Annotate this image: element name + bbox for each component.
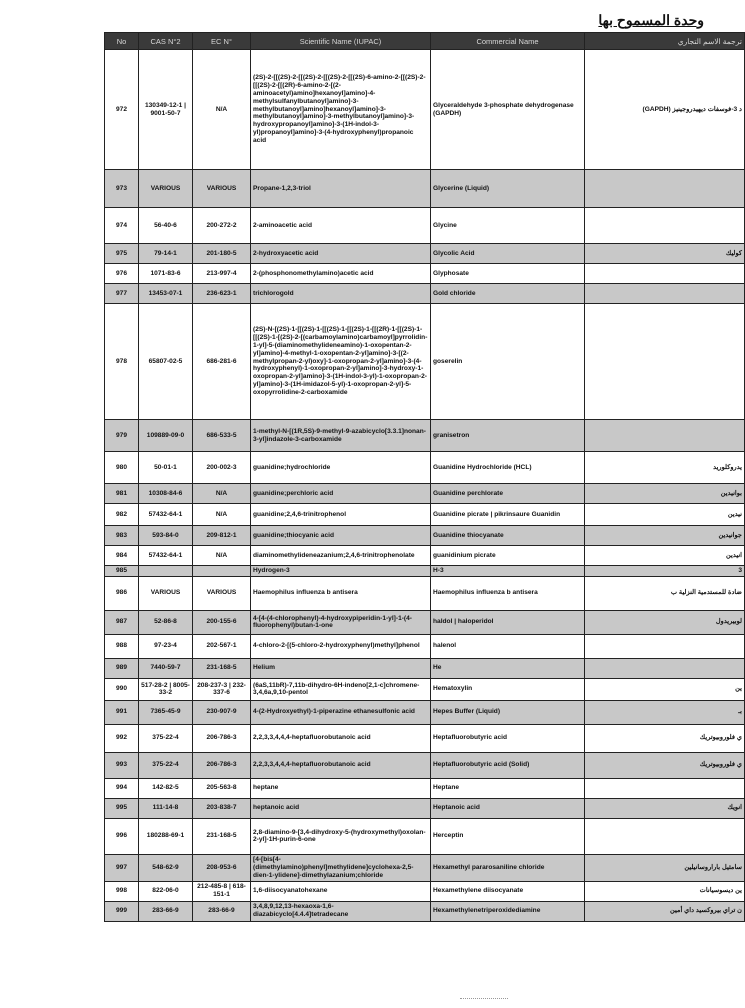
cell-iupac: 4-chloro-2-[(5-chloro-2-hydroxyphenyl)methyl]phenol [251,634,431,658]
cell-ec: 200-272-2 [193,208,251,244]
cell-arabic [585,208,745,244]
cell-iupac: heptanoic acid [251,798,431,818]
cell-arabic: نيدين [585,504,745,526]
cell-cas: 13453-07-1 [139,284,193,304]
cell-ec: 236-623-1 [193,284,251,304]
cell-no: 980 [105,452,139,484]
table-row [105,658,745,678]
cell-iupac: Haemophilus influenza b antisera [251,576,431,610]
cell-iupac: (6aS,11bR)-7,11b-dihydro-6H-indeno[2,1-c]chromene-3,4,6a,9,10-pentol [251,678,431,700]
table-row [105,634,745,658]
table-row [105,778,745,798]
cell-cas: 130349-12-1 | 9001-50-7 [139,50,193,170]
table-row [105,208,745,244]
header-cas: CAS N°2 [139,33,193,50]
cell-arabic [585,420,745,452]
cell-commercial: Glycine [431,208,585,244]
cell-no: 974 [105,208,139,244]
cell-iupac: Hydrogen-3 [251,566,431,577]
cell-no: 978 [105,304,139,420]
cell-arabic: ين [585,678,745,700]
cell-iupac: Helium [251,658,431,678]
cell-cas: 57432-64-1 [139,546,193,566]
cell-iupac: 2,2,3,3,4,4,4-heptafluorobutanoic acid [251,724,431,752]
table-row [105,264,745,284]
cell-commercial: Glyceraldehyde 3-phosphate dehydrogenase (GAPDH) [431,50,585,170]
cell-cas: 375-22-4 [139,724,193,752]
cell-no: 973 [105,170,139,208]
cell-commercial: Guanidine thiocyanate [431,526,585,546]
cell-arabic: جوانيدين [585,526,745,546]
header-arabic: ترجمة الاسم التجاري [585,33,745,50]
cell-no: 987 [105,610,139,634]
cell-commercial: goserelin [431,304,585,420]
cell-commercial: Hexamethyl pararosaniline chloride [431,854,585,881]
cell-commercial: Heptafluorobutyric acid (Solid) [431,752,585,778]
cell-no: 994 [105,778,139,798]
table-row [105,420,745,452]
cell-commercial: He [431,658,585,678]
table-row [105,854,745,881]
cell-ec: 206-786-3 [193,752,251,778]
cell-no: 997 [105,854,139,881]
cell-arabic: بـ [585,700,745,724]
cell-cas: 57432-64-1 [139,504,193,526]
cell-ec: 203-838-7 [193,798,251,818]
cell-no: 990 [105,678,139,700]
cell-arabic: ضادة للمستدمية النزلية ب [585,576,745,610]
table-row [105,752,745,778]
cell-ec: 686-281-6 [193,304,251,420]
table-row [105,724,745,752]
table-row [105,452,745,484]
cell-no: 998 [105,881,139,901]
cell-arabic: ي فلوروبيوتريك [585,724,745,752]
cell-no: 984 [105,546,139,566]
cell-arabic: ي فلوروبيوتريك [585,752,745,778]
cell-commercial: Hepes Buffer (Liquid) [431,700,585,724]
table-row [105,50,745,170]
cell-commercial: granisetron [431,420,585,452]
table-row [105,504,745,526]
cell-iupac: guanidine;hydrochloride [251,452,431,484]
cell-commercial: Guanidine Hydrochloride (HCL) [431,452,585,484]
header-row [105,33,745,50]
cell-arabic: كوليك [585,244,745,264]
cell-iupac: 2-(phosphonomethylamino)acetic acid [251,264,431,284]
cell-cas: 10308-84-6 [139,484,193,504]
cell-no: 995 [105,798,139,818]
header-iupac: Scientific Name (IUPAC) [251,33,431,50]
cell-cas: 111-14-8 [139,798,193,818]
cell-no: 988 [105,634,139,658]
cell-commercial: Guanidine picrate | pikrinsaure Guanidin [431,504,585,526]
cell-iupac: guanidine;thiocyanic acid [251,526,431,546]
header-ec: EC N° [193,33,251,50]
cell-ec: 231-168-5 [193,818,251,854]
cell-commercial: Glyphosate [431,264,585,284]
cell-iupac: guanidine;2,4,6-trinitrophenol [251,504,431,526]
cell-arabic [585,634,745,658]
cell-arabic: ين ديسوسيانات [585,881,745,901]
table-row [105,484,745,504]
cell-ec: N/A [193,484,251,504]
cell-iupac: [4-[bis[4-(dimethylamino)phenyl]methylidene]cyclohexa-2,5-dien-1-ylidene]-dimethylazanium;chloride [251,854,431,881]
cell-cas: 1071-83-6 [139,264,193,284]
cell-arabic: بوانيدين [585,484,745,504]
cell-no: 981 [105,484,139,504]
cell-cas: 517-28-2 | 8005-33-2 [139,678,193,700]
cell-commercial: Herceptin [431,818,585,854]
cell-ec: 201-180-5 [193,244,251,264]
chemicals-table [104,32,745,922]
cell-cas: 142-82-5 [139,778,193,798]
cell-arabic [585,778,745,798]
table-row [105,881,745,901]
cell-iupac: (2S)-N-[(2S)-1-[[(2S)-1-[[(2S)-1-[[(2S)-1-[[(2R)-1-[[(2S)-1-[[(2S)-1-[(2S)-2-[(carbamoylamino)carbamoyl]pyrrolidin-1-yl]-5-(diaminomethylideneamino)-1-oxopentan-2-yl]amino]-4-methyl-1-oxopentan-2-yl]amino]-3-[(2-methylpropan-2-yl)oxy]-1-oxopropan-2-yl]amino]-3-(4-hydroxyphenyl)-1-oxopropan-2-yl]amino]-3-hydroxy-1-oxopropan-2-yl]amino]-3-(1H-indol-3-yl)-1-oxopropan-2-yl]amino]-3-(1H-imidazol-5-yl)-1-oxopropan-2-yl]-5-oxopyrrolidine-2-carboxamide [251,304,431,420]
cell-iupac: 1,6-diisocyanatohexane [251,881,431,901]
cell-commercial: Hexamethylenetriperoxidediamine [431,901,585,921]
cell-cas: 548-62-9 [139,854,193,881]
cell-cas: 56-40-6 [139,208,193,244]
cell-no: 992 [105,724,139,752]
cell-arabic: د 3-فوسفات ديهيدروجينيز (GAPDH) [585,50,745,170]
cell-iupac: 2-aminoacetic acid [251,208,431,244]
cell-arabic: انويك [585,798,745,818]
cell-no: 983 [105,526,139,546]
cell-no: 976 [105,264,139,284]
cell-ec: 205-563-8 [193,778,251,798]
cell-cas: 822-06-0 [139,881,193,901]
cell-commercial: Hematoxylin [431,678,585,700]
table-row [105,304,745,420]
cell-ec: 212-485-8 | 618-151-1 [193,881,251,901]
table-row [105,818,745,854]
cell-ec: 213-997-4 [193,264,251,284]
cell-no: 996 [105,818,139,854]
table-row [105,576,745,610]
cell-ec: 202-567-1 [193,634,251,658]
footer-mark [460,998,508,1001]
cell-cas: 375-22-4 [139,752,193,778]
cell-no: 986 [105,576,139,610]
cell-cas: 180288-69-1 [139,818,193,854]
cell-arabic: ن تراي بيروكسيد داي أمين [585,901,745,921]
cell-ec [193,566,251,577]
cell-cas: 7440-59-7 [139,658,193,678]
header-commercial: Commercial Name [431,33,585,50]
cell-cas: 79-14-1 [139,244,193,264]
cell-iupac: guanidine;perchloric acid [251,484,431,504]
cell-cas: 97-23-4 [139,634,193,658]
cell-cas: 593-84-0 [139,526,193,546]
cell-no: 991 [105,700,139,724]
cell-ec: 283-66-9 [193,901,251,921]
cell-arabic: سامثيل باراروسانيلين [585,854,745,881]
cell-commercial: H-3 [431,566,585,577]
cell-commercial: Hexamethylene diisocyanate [431,881,585,901]
cell-ec: VARIOUS [193,170,251,208]
cell-cas: 52-86-8 [139,610,193,634]
cell-ec: N/A [193,504,251,526]
cell-commercial: haldol | haloperidol [431,610,585,634]
cell-arabic: انيدين [585,546,745,566]
cell-arabic [585,284,745,304]
cell-commercial: Heptafluorobutyric acid [431,724,585,752]
header-no: No [105,33,139,50]
cell-no: 985 [105,566,139,577]
table-row [105,901,745,921]
cell-arabic: لوبيريدول [585,610,745,634]
cell-arabic [585,658,745,678]
cell-iupac: 1-methyl-N-[(1R,5S)-9-methyl-9-azabicyclo[3.3.1]nonan-3-yl]indazole-3-carboxamide [251,420,431,452]
cell-cas: VARIOUS [139,576,193,610]
cell-cas: 65807-02-5 [139,304,193,420]
cell-ec: 200-002-3 [193,452,251,484]
table-row [105,610,745,634]
cell-ec: 231-168-5 [193,658,251,678]
cell-no: 977 [105,284,139,304]
table-row [105,678,745,700]
cell-iupac: Propane-1,2,3-triol [251,170,431,208]
cell-commercial: Gold chloride [431,284,585,304]
cell-ec: 208-953-6 [193,854,251,881]
cell-ec: VARIOUS [193,576,251,610]
cell-no: 972 [105,50,139,170]
cell-iupac: trichlorogold [251,284,431,304]
cell-no: 993 [105,752,139,778]
cell-commercial: Heptanoic acid [431,798,585,818]
cell-no: 999 [105,901,139,921]
cell-ec: 209-812-1 [193,526,251,546]
cell-commercial: halenol [431,634,585,658]
cell-iupac: 4-(2-Hydroxyethyl)-1-piperazine ethanesulfonic acid [251,700,431,724]
cell-cas: 7365-45-9 [139,700,193,724]
cell-cas: 109889-09-0 [139,420,193,452]
cell-arabic [585,264,745,284]
cell-cas: 50-01-1 [139,452,193,484]
table-row [105,566,745,577]
cell-no: 975 [105,244,139,264]
cell-iupac: 2,2,3,3,4,4,4-heptafluorobutanoic acid [251,752,431,778]
cell-arabic [585,304,745,420]
cell-iupac: diaminomethylideneazanium;2,4,6-trinitrophenolate [251,546,431,566]
cell-commercial: Glycerine (Liquid) [431,170,585,208]
cell-cas: 283-66-9 [139,901,193,921]
cell-commercial: Haemophilus influenza b antisera [431,576,585,610]
cell-cas [139,566,193,577]
cell-no: 982 [105,504,139,526]
cell-ec: 208-237-3 | 232-337-6 [193,678,251,700]
cell-commercial: Heptane [431,778,585,798]
cell-iupac: (2S)-2-[[(2S)-2-[[(2S)-2-[[(2S)-2-[[(2S)-6-amino-2-[[(2S)-2-[[(2S)-2-[[(2R)-6-amino-2-[(2-aminoacetyl)amino]hexanoyl]amino]-4-methylsulfanylbutanoyl]amino]-3-methylbutanoyl]amino]hexanoyl]amino]-3-methylbutanoyl]amino]-3-methylbutanoyl]amino]-3-hydroxypropanoyl]amino]-3-(1H-indol-3-yl)propanoyl]amino]-3-(4-hydroxyphenyl)propanoic acid [251,50,431,170]
page-title: وحدة المسموح بها [598,12,704,28]
cell-ec: 206-786-3 [193,724,251,752]
cell-iupac: heptane [251,778,431,798]
cell-arabic: 3 [585,566,745,577]
cell-ec: N/A [193,50,251,170]
cell-arabic: يدروكلوريد [585,452,745,484]
table-row [105,526,745,546]
cell-ec: N/A [193,546,251,566]
table-row [105,170,745,208]
cell-iupac: 4-[4-(4-chlorophenyl)-4-hydroxypiperidin-1-yl]-1-(4-fluorophenyl)butan-1-one [251,610,431,634]
cell-arabic [585,818,745,854]
table-row [105,700,745,724]
table-row [105,244,745,264]
cell-ec: 230-907-9 [193,700,251,724]
cell-commercial: Guanidine perchlorate [431,484,585,504]
cell-arabic [585,170,745,208]
cell-cas: VARIOUS [139,170,193,208]
cell-ec: 686-533-5 [193,420,251,452]
cell-commercial: guanidinium picrate [431,546,585,566]
cell-no: 979 [105,420,139,452]
cell-iupac: 3,4,8,9,12,13-hexaoxa-1,6-diazabicyclo[4.4.4]tetradecane [251,901,431,921]
cell-iupac: 2-hydroxyacetic acid [251,244,431,264]
cell-no: 989 [105,658,139,678]
table-row [105,546,745,566]
cell-commercial: Glycolic Acid [431,244,585,264]
cell-iupac: 2,8-diamino-9-[3,4-dihydroxy-5-(hydroxymethyl)oxolan-2-yl]-1H-purin-6-one [251,818,431,854]
table-row [105,798,745,818]
table-row [105,284,745,304]
cell-ec: 200-155-6 [193,610,251,634]
